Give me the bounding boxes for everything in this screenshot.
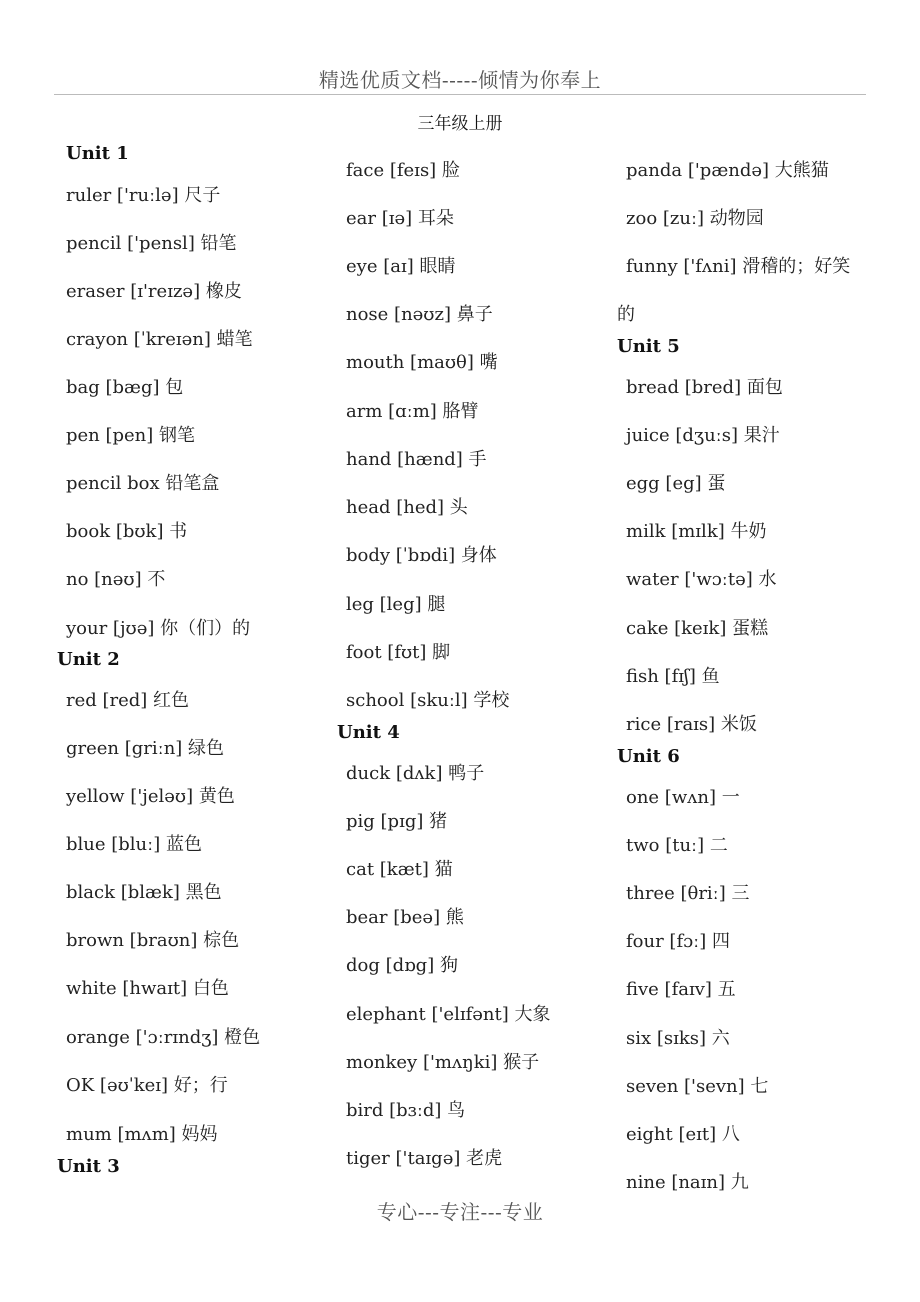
header-rule	[54, 94, 866, 95]
vocab-item: white [hwaɪt] 白色	[66, 978, 229, 999]
unit-heading: Unit 5	[617, 336, 680, 357]
vocab-item: two [tuː] 二	[626, 835, 728, 856]
unit-heading: Unit 6	[617, 746, 680, 767]
vocab-item: cat [kæt] 猫	[346, 859, 453, 880]
vocab-item: five [faɪv] 五	[626, 979, 736, 1000]
vocab-item: brown [braʊn] 棕色	[66, 930, 240, 951]
page-footer: 专心---专注---专业	[376, 1200, 544, 1224]
vocab-item: rice [raɪs] 米饭	[626, 714, 757, 735]
vocab-item: hand [hænd] 手	[346, 449, 487, 470]
vocab-item: your [jʊə] 你（们）的	[66, 618, 251, 639]
vocab-item: one [wʌn] 一	[626, 787, 740, 808]
vocab-item: monkey ['mʌŋki] 猴子	[346, 1052, 540, 1073]
vocab-item: funny ['fʌni] 滑稽的；好笑	[626, 256, 851, 277]
vocab-item: pig [pɪg] 猪	[346, 811, 448, 832]
vocab-item: bird [bɜːd] 鸟	[346, 1100, 466, 1121]
vocab-item: six [sɪks] 六	[626, 1028, 730, 1049]
page-title: 三年级上册	[417, 114, 503, 134]
vocab-item: crayon [ˈkreɪən] 蜡笔	[66, 329, 253, 350]
vocab-item: school [skuːl] 学校	[346, 690, 510, 711]
vocab-item-wrap: 的	[617, 304, 635, 325]
vocab-item: yellow ['jeləʊ] 黄色	[66, 786, 235, 807]
vocab-item: pen [pen] 钢笔	[66, 425, 196, 446]
unit-heading: Unit 2	[57, 649, 120, 670]
vocab-item: nose [nəʊz] 鼻子	[346, 304, 493, 325]
unit-heading: Unit 4	[337, 722, 400, 743]
vocab-item: arm [ɑːm] 胳臂	[346, 401, 479, 422]
vocab-item: water ['wɔːtə] 水	[626, 569, 777, 590]
vocab-item: pencil box 铅笔盒	[66, 473, 220, 494]
vocab-item: eight [eɪt] 八	[626, 1124, 740, 1145]
vocab-item: nine [naɪn] 九	[626, 1172, 749, 1193]
unit-heading: Unit 3	[57, 1156, 120, 1177]
vocab-item: three [θriː] 三	[626, 883, 750, 904]
vocab-item: leg [leg] 腿	[346, 594, 446, 615]
vocab-item: bear [beə] 熊	[346, 907, 464, 928]
vocab-item: red [red] 红色	[66, 690, 190, 711]
vocab-item: dog [dɒg] 狗	[346, 955, 458, 976]
vocab-item: fish [fɪʃ] 鱼	[626, 666, 720, 687]
vocab-item: face [feɪs] 脸	[346, 160, 460, 181]
vocab-item: eye [aɪ] 眼睛	[346, 256, 456, 277]
vocab-item: cake [keɪk] 蛋糕	[626, 618, 769, 639]
vocab-item: elephant ['elɪfənt] 大象	[346, 1004, 551, 1025]
vocab-item: egg [eg] 蛋	[626, 473, 726, 494]
vocab-item: foot [fʊt] 脚	[346, 642, 451, 663]
vocab-item: book [bʊk] 书	[66, 521, 188, 542]
vocab-item: pencil ['pensl] 铅笔	[66, 233, 237, 254]
vocab-item: tiger ['taɪgə] 老虎	[346, 1148, 503, 1169]
vocab-item: eraser [ɪ'reɪzə] 橡皮	[66, 281, 242, 302]
vocab-item: no [nəʊ] 不	[66, 569, 166, 590]
vocab-item: zoo [zuː] 动物园	[626, 208, 764, 229]
vocab-item: head [hed] 头	[346, 497, 468, 518]
vocab-item: ruler ['ruːlə] 尺子	[66, 185, 221, 206]
vocab-item: bag [bæg] 包	[66, 377, 184, 398]
vocab-item: orange ['ɔːrɪndʒ] 橙色	[66, 1027, 261, 1048]
vocab-item: black [blæk] 黑色	[66, 882, 222, 903]
vocab-item: panda ['pændə] 大熊猫	[626, 160, 829, 181]
vocab-item: juice [dʒuːs] 果汁	[626, 425, 780, 446]
vocab-item: body [ˈbɒdi] 身体	[346, 545, 497, 566]
vocab-item: ear [ɪə] 耳朵	[346, 208, 454, 229]
vocab-item: seven ['sevn] 七	[626, 1076, 769, 1097]
vocab-item: duck [dʌk] 鸭子	[346, 763, 485, 784]
page-header: 精选优质文档-----倾情为你奉上	[318, 68, 602, 92]
vocab-item: OK [əʊˈkeɪ] 好；行	[66, 1075, 228, 1096]
unit-heading: Unit 1	[66, 143, 129, 164]
vocab-item: blue [bluː] 蓝色	[66, 834, 202, 855]
vocab-item: bread [bred] 面包	[626, 377, 783, 398]
vocab-item: mouth [maʊθ] 嘴	[346, 352, 498, 373]
vocab-item: green [griːn] 绿色	[66, 738, 225, 759]
vocab-item: four [fɔː] 四	[626, 931, 730, 952]
vocab-item: milk [mɪlk] 牛奶	[626, 521, 767, 542]
vocab-item: mum [mʌm] 妈妈	[66, 1124, 218, 1145]
